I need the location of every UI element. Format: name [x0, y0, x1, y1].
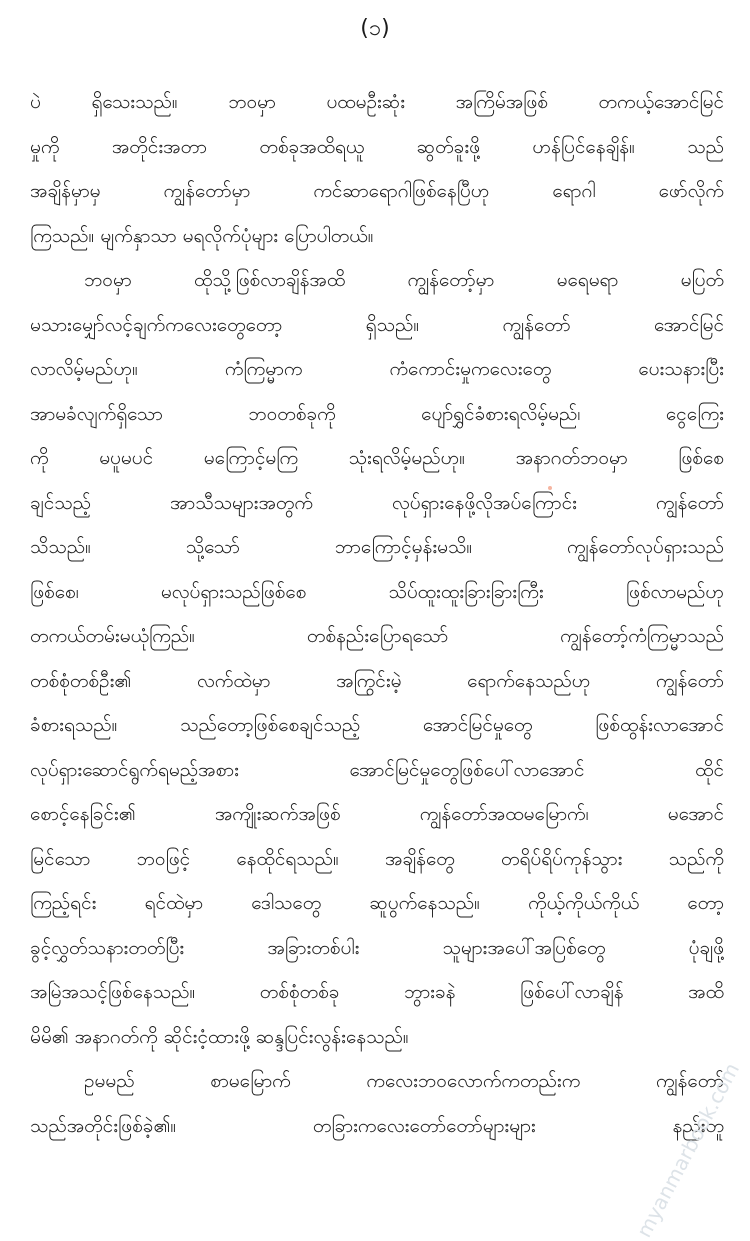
text-line: တကယ်တမ်းမယုံကြည်။ တစ်နည်းပြောရသော် ကျွန်တော့်ကံကြမ္မာသည်: [30, 625, 724, 647]
text-line: သည်အတိုင်းဖြစ်ခဲ့၏။ တခြားကလေးတော်တော်များများ နည်းတူ: [30, 1114, 724, 1137]
text-line: လုပ်ရှားဆောင်ရွက်ရမည့်အစား အောင်မြင်မှုတွေဖြစ်ပေါ်လာအောင် ထိုင်: [30, 758, 724, 781]
text-line: မြင်သော ဘဝဖြင့် နေထိုင်ရသည်။ အချိန်တွေ တရိပ်ရိပ်ကုန်သွား သည်ကို: [30, 847, 724, 870]
text-line: ဘဝမှာ ထိုသို့ဖြစ်လာချိန်အထိ ကျွန်တော့်မှာ မရေမရာ မပြတ်: [84, 269, 724, 291]
text-line: မိမိ၏ အနာဂတ်ကို ဆိုင်းငံ့ထားဖို့ ဆန္ဒပြင်းလွန်းနေသည်။: [30, 1025, 409, 1048]
text-line: ကို မပူမပင် မကြောင့်မကြ သုံးရလိမ့်မည်ဟု။ အနာဂတ်ဘဝမှာ ဖြစ်စေ: [30, 447, 724, 469]
ink-speck: [548, 486, 552, 490]
text-line: ခံစားရသည်။ သည်တော့ဖြစ်စေချင်သည့် အောင်မြင်မှုတွေ ဖြစ်ထွန်းလာအောင်: [30, 714, 724, 736]
text-line: အာမခံလျက်ရှိသော ဘဝတစ်ခုကို ပျော်ရွှင်ခံစားရလိမ့်မည်၊ ငွေကြေး: [30, 402, 724, 425]
text-line: ပဲ ရှိသေးသည်။ ဘဝမှာ ပထမဦးဆုံး အကြိမ်အဖြစ် တကယ့်အောင်မြင်: [30, 91, 724, 113]
text-line: ဥမမည် စာမမြောက် ကလေးဘဝလောက်ကတည်းက ကျွန်တော်: [84, 1070, 724, 1092]
text-line: ကြည့်ရင်း ရင်ထဲမှာ ဒေါသတွေ ဆူပွက်နေသည်။ ကိုယ့်ကိုယ်ကိုယ် တော့: [30, 892, 724, 914]
text-line: အချိန်မှာမှ ကျွန်တော်မှာ ကင်ဆာရောဂါဖြစ်နေပြီဟု ရောဂါ ဖော်လိုက်: [30, 180, 724, 202]
text-line: မှုကို အတိုင်းအတာ တစ်ခုအထိရယူ ဆွတ်ခူးဖို့ ဟန်ပြင်နေချိန်။ သည်: [30, 135, 724, 158]
body-text: [30, 80, 724, 1148]
watermark: myanmarbook.com: [631, 1058, 744, 1241]
text-line: ချင်သည့် အာသီသများအတွက် လုပ်ရှားနေဖို့လိုအပ်ကြောင်း ကျွန်တော်: [30, 491, 724, 514]
page-number: (၁): [360, 16, 390, 41]
text-line: မသားမျှော်လင့်ချက်ကလေးတွေတော့ ရှိသည်။ ကျွန်တော် အောင်မြင်: [30, 313, 724, 336]
text-line: အမြဲအသင့်ဖြစ်နေသည်။ တစ်စုံတစ်ခု ဘွားခနဲ ဖြစ်ပေါ်လာချိန် အထိ: [30, 981, 724, 1003]
text-line: သိသည်။ သို့သော် ဘာကြောင့်မှန်းမသိ။ ကျွန်တော်လုပ်ရှားသည်: [30, 536, 724, 558]
text-line: တစ်စုံတစ်ဦး၏ လက်ထဲမှာ အကြွင်းမဲ့ ရောက်နေသည်ဟု ကျွန်တော်: [30, 669, 724, 692]
text-line: ဖြစ်စေ၊ မလုပ်ရှားသည်ဖြစ်စေ သိပ်ထူးထူးခြားခြားကြီး ဖြစ်လာမည်ဟု: [30, 580, 724, 603]
text-line: လာလိမ့်မည်ဟု။ ကံကြမ္မာက ကံကောင်းမှုကလေးတွေ ပေးသနားပြီး: [30, 358, 724, 380]
text-line: ခွင့်လွှတ်သနားတတ်ပြီး အခြားတစ်ပါး သူများအပေါ်အပြစ်တွေ ပုံချဖို့: [30, 936, 724, 959]
text-line: စောင့်နေခြင်း၏ အကျိုးဆက်အဖြစ် ကျွန်တော်အထမမြောက်၊ မအောင်: [30, 803, 724, 825]
text-line: ကြသည်။ မျက်နှာသာ မရလိုက်ပုံများ ပြောပါတယ်။: [30, 224, 374, 247]
